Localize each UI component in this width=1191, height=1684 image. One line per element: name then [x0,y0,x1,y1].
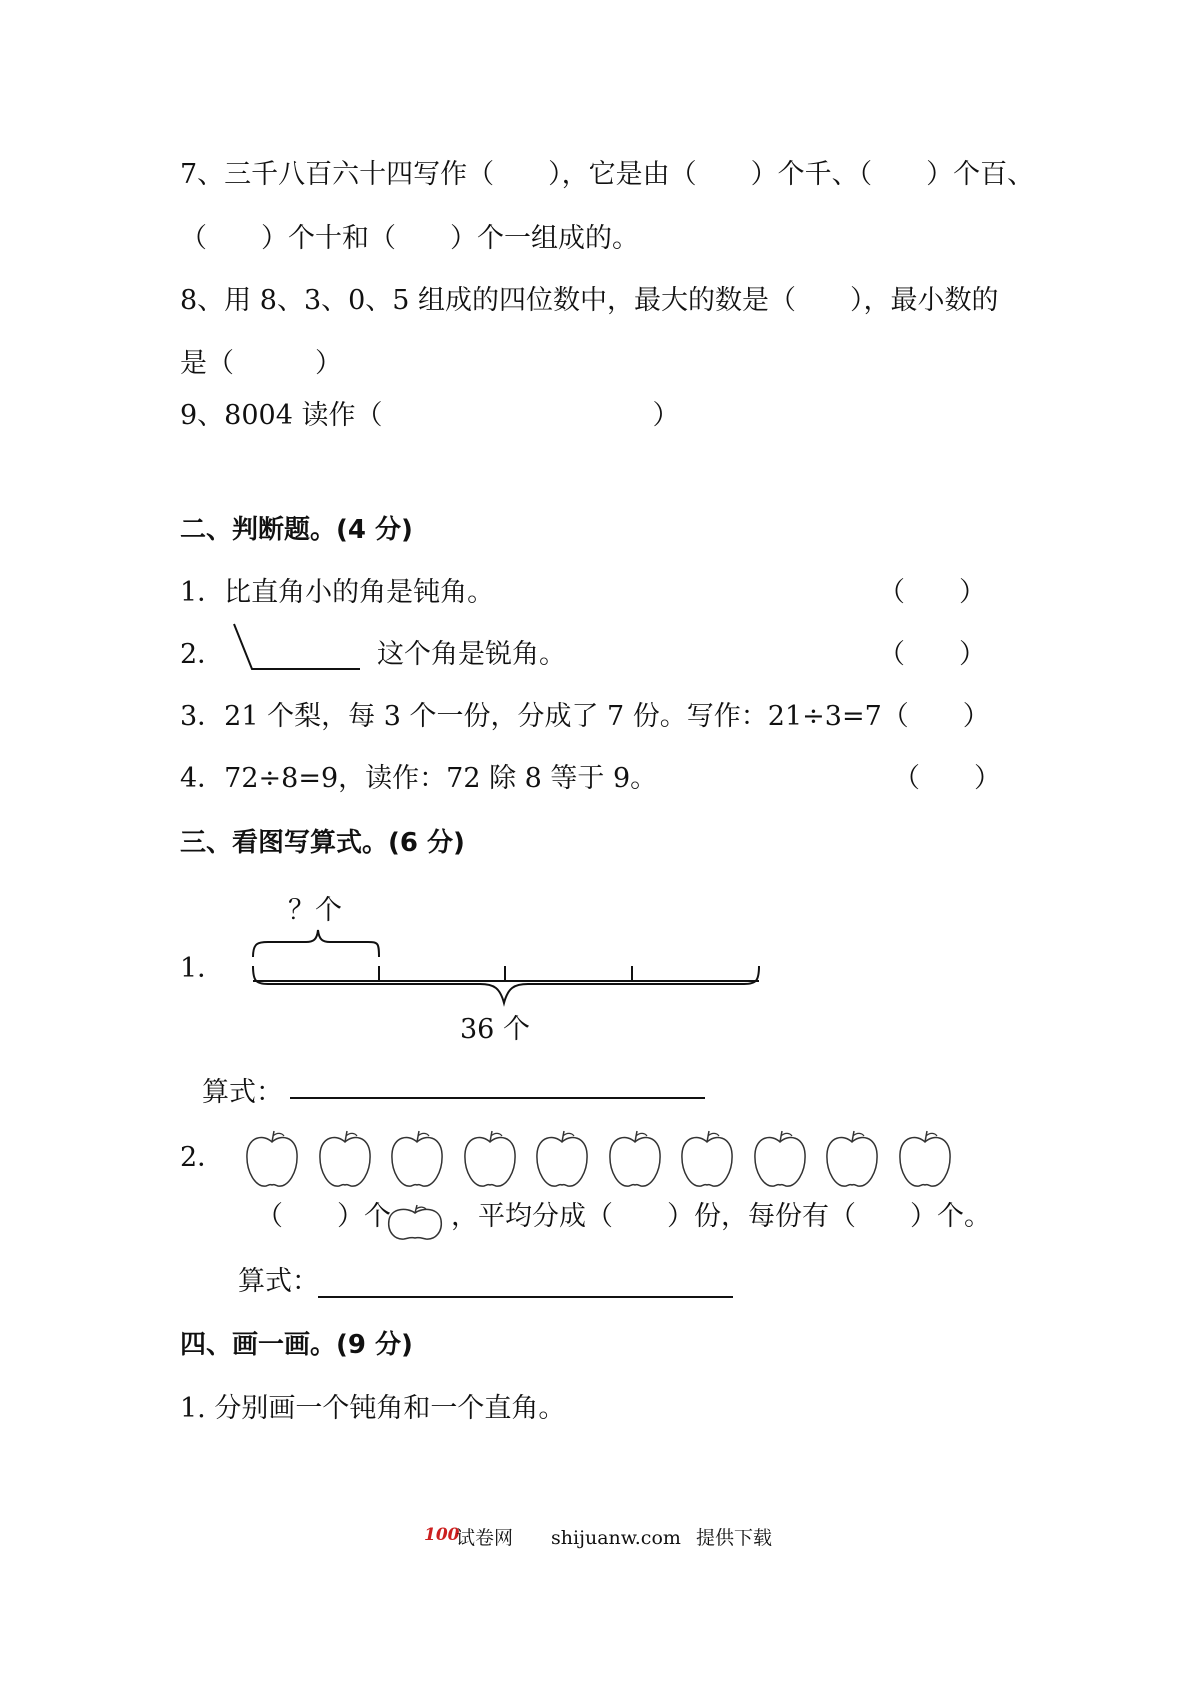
formula-label-1: 算式： [202,1077,283,1108]
section-heading-picture: 三、看图写算式。(6 分) [180,828,465,858]
footer-tagline: 提供下载 [696,1527,773,1549]
picture-question-2-number: 2． [180,1142,225,1173]
judge-question-1: 1．比直角小的角是钝角。 [180,577,495,608]
footer-url: shijuanw.com [551,1527,681,1549]
diagram-top-label: ？个 [288,895,342,926]
apple-icon [679,1128,735,1190]
apple-icon [244,1128,300,1190]
question-8-line-2: 是（ ） [180,348,342,379]
diagram-bottom-label: 36 个 [460,1014,530,1045]
picture-question-2-sentence-a: （ ）个 [256,1201,391,1232]
apple-icon [317,1128,373,1190]
formula-answer-line-2 [318,1296,733,1298]
judge-question-2-text: 这个角是锐角。 [377,639,566,670]
site-logo: 100 [424,1525,460,1545]
footer-site-name: 试卷网 [456,1527,514,1549]
picture-question-2-sentence-b: ，平均分成（ ）份，每份有（ ）个。 [451,1201,991,1232]
question-7-line-1: 7、三千八百六十四写作（ ），它是由（ ）个千、（ ）个百、 [180,159,1035,190]
apple-icon [462,1128,518,1190]
apple-icon [824,1128,880,1190]
judge-question-4: 4．72÷8=9，读作：72 除 8 等于 9。 [180,763,658,794]
section-heading-draw: 四、画一画。(9 分) [180,1330,413,1360]
segment-diagram [0,0,1,1]
question-7-line-2: （ ）个十和（ ）个一组成的。 [180,223,639,254]
apple-icon [534,1128,590,1190]
picture-question-1-number: 1． [180,953,225,984]
judge-question-2-number: 2． [180,639,225,670]
question-8-line-1: 8、用 8、3、0、5 组成的四位数中，最大的数是（ ），最小数的 [180,285,999,316]
judge-answer-bracket-4: （ ） [893,763,1001,794]
judge-answer-bracket-2: （ ） [878,639,986,670]
formula-label-2: 算式： [238,1266,319,1297]
judge-answer-bracket-1: （ ） [878,577,986,608]
formula-answer-line-1 [290,1097,705,1099]
question-9: 9、8004 读作（ ） [180,400,680,431]
section-heading-judge: 二、判断题。(4 分) [180,515,413,545]
apple-icon [607,1128,663,1190]
apple-icon [386,1204,444,1242]
draw-question-1: 1. 分别画一个钝角和一个直角。 [180,1393,566,1424]
judge-question-3: 3．21 个梨，每 3 个一份，分成了 7 份。写作：21÷3=7（ ） [180,701,990,732]
apple-icon [752,1128,808,1190]
apple-icon [389,1128,445,1190]
apple-icon [897,1128,953,1190]
